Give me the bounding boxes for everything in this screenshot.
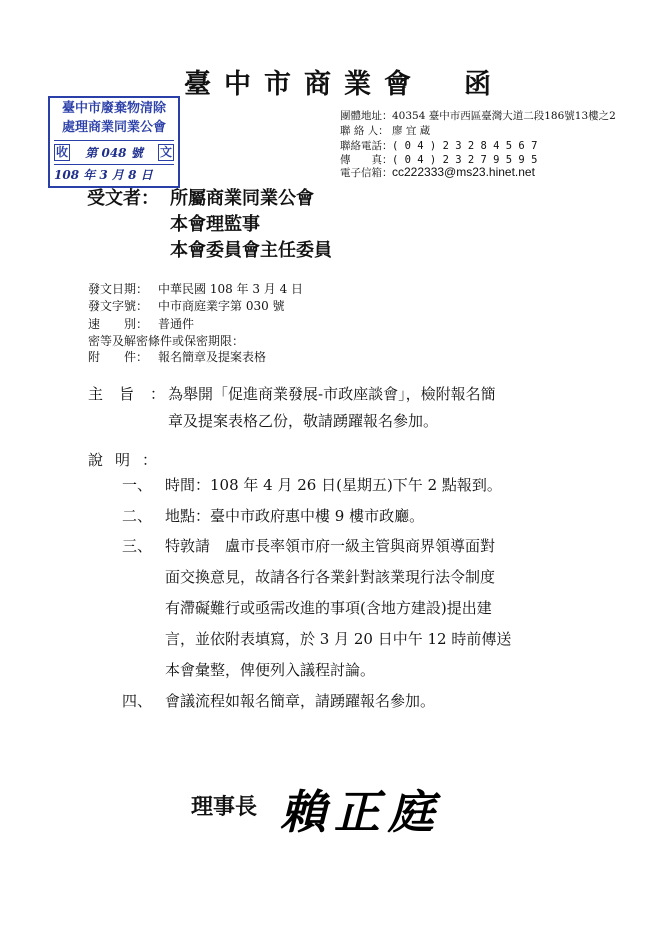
receipt-stamp (48, 96, 180, 188)
item-2-number: 二、 (122, 507, 153, 525)
recipient-line-2: 本會理監事 (170, 214, 260, 235)
item-3-line-4: 言，並依附表填寫，於 3 月 20 日中午 12 時前傳送 (165, 630, 512, 648)
item-1-line-1: 時間：108 年 4 月 26 日(星期五)下午 2 點報到。 (165, 476, 502, 494)
stamp-recv-char: 收 (55, 145, 68, 159)
fax-label: 傳 真： (340, 154, 393, 166)
item-4-number: 四、 (122, 692, 153, 710)
phone-label: 聯絡電話： (340, 140, 393, 152)
item-4-line-1: 會議流程如報名簡章，請踴躍報名參加。 (165, 692, 436, 710)
item-3-line-2: 面交換意見，故請各行各業針對該業現行法令制度 (165, 568, 496, 586)
document-title: 臺中市商業會 函 (184, 69, 504, 100)
speed-row (88, 315, 194, 332)
email-row (340, 166, 535, 180)
item-3-line-5: 本會彙整，俾便列入議程討論。 (165, 661, 376, 679)
stamp-org-line1: 臺中市廢棄物清除 (61, 101, 166, 116)
item-3-line-3: 有滯礙難行或亟需改進的事項(含地方建設)提出建 (165, 599, 492, 617)
item-2-line-1: 地點：臺中市政府惠中樓 9 樓市政廳。 (165, 507, 425, 525)
doc-number-row (88, 297, 285, 314)
contact-value: 廖 宜 蔵 (392, 125, 431, 137)
gist-line-1: 為舉開「促進商業發展-市政座談會」，檢附報名簡 (168, 385, 496, 403)
doc-number-label: 發文字號： (88, 299, 149, 313)
item-3-number: 三、 (122, 537, 153, 555)
stamp-recv-number: 第 048 號 (85, 146, 143, 160)
address-value: 40354 臺中市西區臺灣大道二段186號13樓之2 (392, 110, 616, 122)
address-row (340, 110, 616, 123)
email-value: cc222333@ms23.hinet.net (392, 165, 535, 179)
send-date-row (88, 280, 303, 297)
email-label: 電子信箱： (340, 167, 393, 179)
gist-line-2: 章及提案表格乙份，敬請踴躍報名參加。 (168, 412, 439, 430)
recipient-line-3: 本會委員會主任委員 (170, 240, 332, 261)
attachment-label: 附 件： (88, 350, 149, 364)
phone-row (340, 140, 537, 153)
doc-number-value: 中市商庭業字第 030 號 (158, 299, 285, 313)
attachment-value: 報名簡章及提案表格 (158, 350, 267, 364)
fax-value: ( 0 4 ) 2 3 2 7 9 5 9 5 (392, 154, 538, 166)
signer-signature: 賴正庭 (280, 785, 442, 839)
explanation-label: 說明： (88, 451, 170, 469)
gist-label: 主旨： (88, 385, 182, 403)
secrecy-row: 密等及解密條件或保密期限： (88, 334, 245, 348)
stamp-doc-char: 文 (159, 145, 172, 159)
stamp-recv-date: 108 年 3 月 8 日 (54, 168, 153, 182)
speed-label: 速 別： (88, 317, 149, 331)
speed-value: 普通件 (158, 317, 195, 331)
attachment-row (88, 348, 266, 365)
stamp-org-line2: 處理商業同業公會 (61, 120, 166, 135)
address-label: 團體地址： (340, 110, 393, 122)
recipient-line-1: 所屬商業同業公會 (170, 188, 314, 209)
contact-label: 聯 絡 人： (340, 125, 389, 137)
item-3-line-1: 特敦請 盧市長率領市府一級主管與商界領導面對 (165, 537, 496, 555)
send-date-value: 中華民國 108 年 3 月 4 日 (158, 282, 304, 296)
phone-value: ( 0 4 ) 2 3 2 8 4 5 6 7 (392, 140, 538, 152)
send-date-label: 發文日期： (88, 282, 149, 296)
contact-row (340, 125, 430, 138)
signer-title: 理事長 (191, 794, 258, 820)
recipient-label: 受文者： (87, 188, 159, 209)
item-1-number: 一、 (122, 476, 153, 494)
